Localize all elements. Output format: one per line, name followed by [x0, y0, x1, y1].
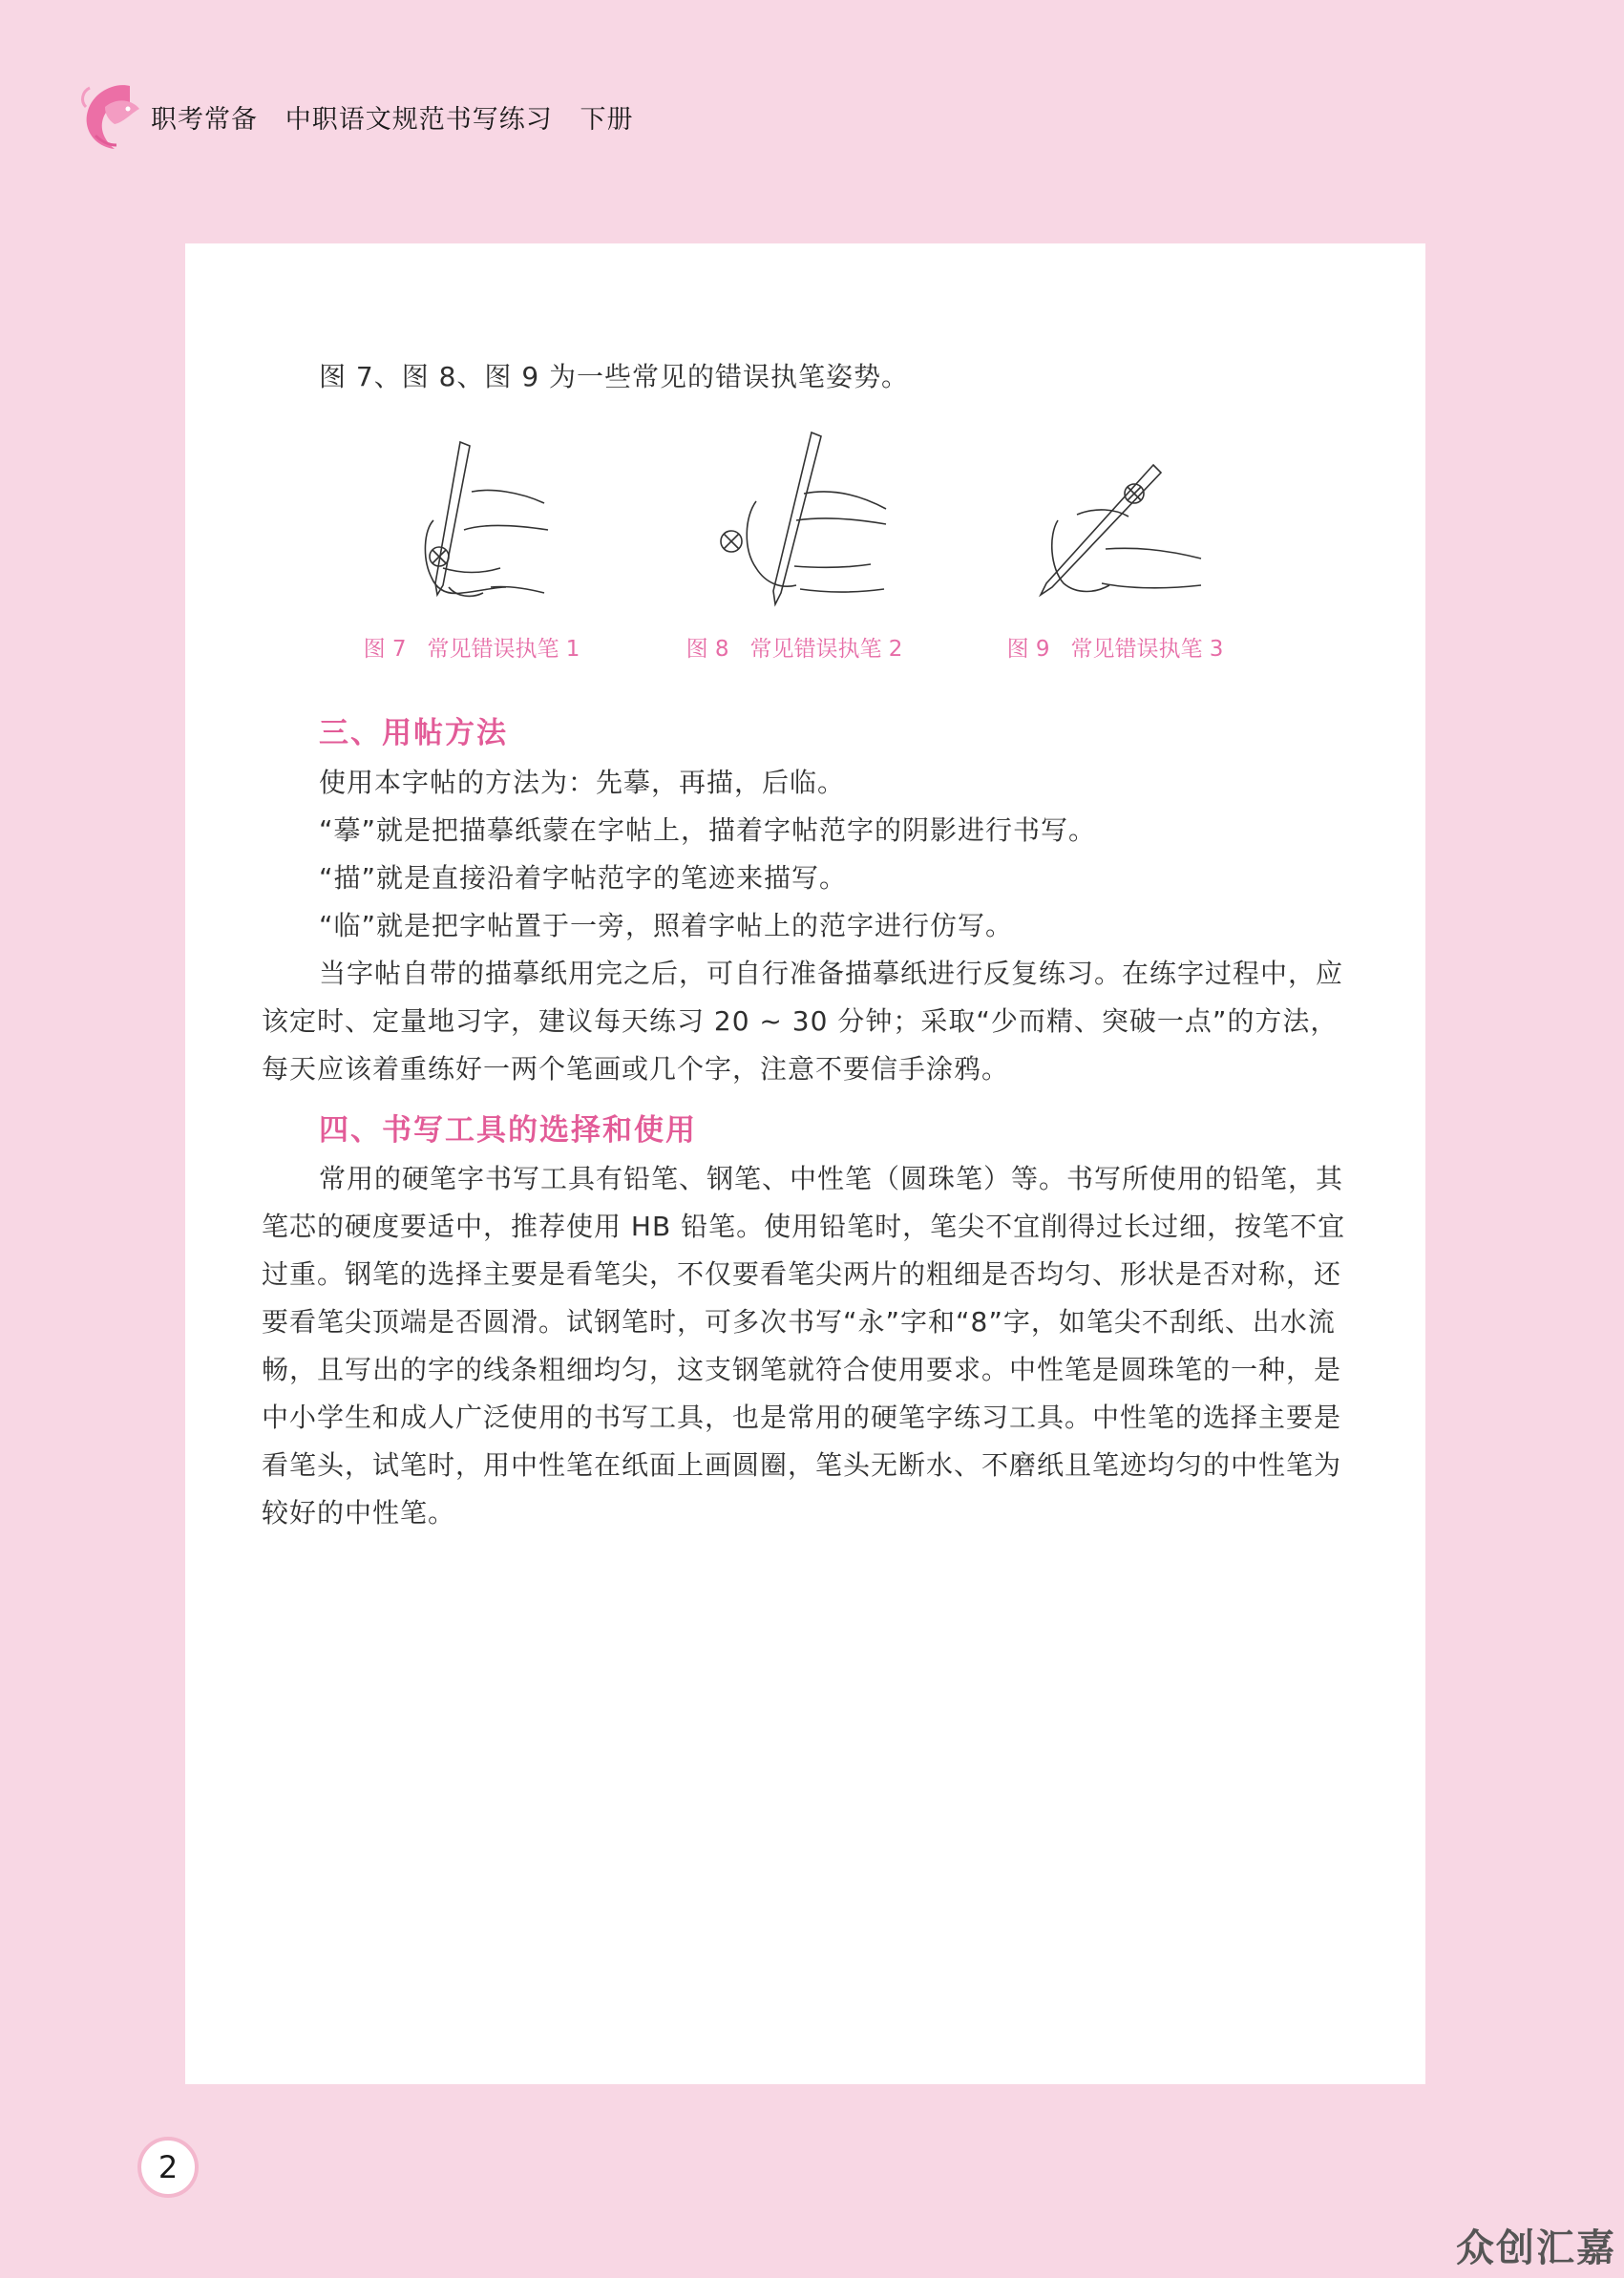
paragraph: “摹”就是把描摹纸蒙在字帖上，描着字帖范字的阴影进行书写。: [319, 814, 1097, 846]
figure-7: [328, 425, 615, 663]
page-header: [76, 78, 634, 155]
paragraph: “描”就是直接沿着字帖范字的笔迹来描写。: [319, 862, 848, 894]
paragraph: 当字帖自带的描摹纸用完之后，可自行准备描摹纸进行反复练习。在练字过程中，应该定时、定量地习字，建议每天练习 20 ~ 30 分钟；采取“少而精、突破一点”的方法，每天应该着重练好一两个笔画或几个字，注意不要信手涂鸦。: [262, 958, 1344, 1085]
page-number: 2: [137, 2137, 199, 2198]
section-heading-4: 四、书写工具的选择和使用: [319, 1113, 697, 1148]
figure-8-caption: 图 8 常见错误执笔 2: [685, 637, 903, 662]
paragraph: 使用本字帖的方法为：先摹，再描，后临。: [319, 767, 846, 798]
content-page: [185, 243, 1425, 2084]
watermark: 众创汇嘉: [1456, 2226, 1616, 2270]
book-title: 职考常备 中职语文规范书写练习 下册: [151, 104, 634, 135]
paragraph: 常用的硬笔字书写工具有铅笔、钢笔、中性笔（圆珠笔）等。书写所使用的铅笔，其笔芯的硬度要适中，推荐使用 HB 铅笔。使用铅笔时，笔尖不宜削得过长过细，按笔不宜过重。钢笔的选择主要是看笔尖，不仅要看笔尖两片的粗细是否均匀、形状是否对称，还要看笔尖顶端是否圆滑。试钢笔时，可多次书写“永”字和“8”字，如笔尖不刮纸、出水流畅，且写出的字的线条粗细均匀，这支钢笔就符合使用要求。中性笔是圆珠笔的一种，是中小学生和成人广泛使用的书写工具，也是常用的硬笔字练习工具。中性笔的选择主要是看笔头，试笔时，用中性笔在纸面上画圆圈，笔头无断水、不磨纸且笔迹均匀的中性笔为较好的中性笔。: [262, 1163, 1346, 1529]
hand-holding-pencil-icon: [1010, 425, 1220, 616]
figure-8: [651, 425, 938, 663]
intro-text: 图 7、图 8、图 9 为一些常见的错误执笔姿势。: [319, 361, 910, 392]
figure-9: [972, 425, 1258, 663]
section-heading-3: 三、用帖方法: [319, 716, 508, 750]
hand-holding-pencil-icon: [689, 425, 899, 616]
fish-logo-icon: [76, 78, 145, 155]
figure-9-caption: 图 9 常见错误执笔 3: [1006, 637, 1224, 662]
hand-holding-pencil-icon: [376, 425, 567, 616]
paragraph: “临”就是把字帖置于一旁，照着字帖上的范字进行仿写。: [319, 910, 1014, 941]
figure-7-caption: 图 7 常见错误执笔 1: [363, 637, 580, 662]
